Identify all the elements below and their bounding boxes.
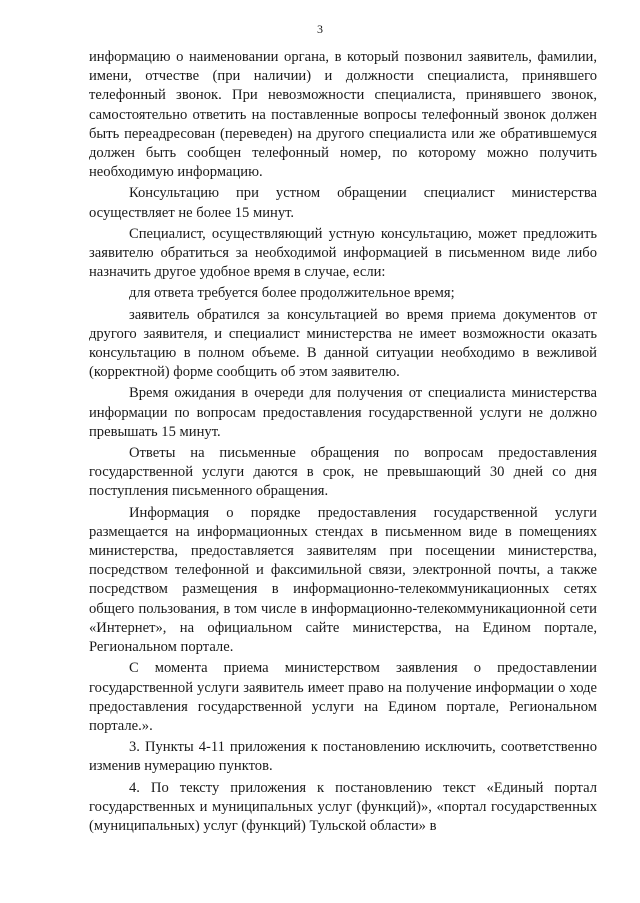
page-number: 3 [317,22,323,36]
paragraph-consultation-duration: Консультацию при устном обращении специалист министерства осуществляет не более 15 минут. [89,185,597,221]
paragraph-progress-information: С момента приема министерством заявления о предоставлении государственной услуги заявитель имеет право на получение информации о ходе предоставления государственной услуги на Едином портале, Региональном портале.». [89,660,597,734]
paragraph-specialist-offer: Специалист, осуществляющий устную консультацию, может предложить заявителю обратиться за необходимой информацией в письменном виде либо назначить другое удобное время в случае, если: [89,225,597,281]
paragraph-condition-time: для ответа требуется более продолжительное время; [129,285,455,302]
paragraph-information-placement: Информация о порядке предоставления государственной услуги размещается на информационных стендах в письменном виде в помещениях министерства, предоставляется заявителям при посещении министерства, посредством телефонной и факсимильной связи, электронной почты, а также посредством размещения в информационно-телекоммуникационных сетях общего пользования, в том числе в информационно-телекоммуникационной сети «Интернет», на официальном сайте министерства, на Едином портале, Региональном портале. [89,504,597,656]
paragraph-written-replies: Ответы на письменные обращения по вопросам предоставления государственной услуги даются в срок, не превышающий 30 дней со дня поступления письменного обращения. [89,445,597,500]
paragraph-item-4: 4. По тексту приложения к постановлению текст «Единый портал государственных и муниципальных услуг (функций)», «портал государственных (муниципальных) услуг (функций) Тульской области» в [89,779,597,834]
paragraph-condition-reception: заявитель обратился за консультацией во время приема документов от другого заявителя, и специалист министерства не имеет возможности оказать консультацию в полном объеме. В данной ситуации необходимо в вежливой (корректной) форме сообщить об этом заявителю. [89,306,597,381]
document-body [89,48,597,838]
paragraph-item-3: 3. Пункты 4-11 приложения к постановлению исключить, соответственно изменив нумерацию пунктов. [89,739,597,775]
paragraph-continuation: информацию о наименовании органа, в который позвонил заявитель, фамилии, имени, отчестве (при наличии) и должности специалиста, принявшего телефонный звонок. При невозможности специалиста, принявшего звонок, самостоятельно ответить на поставленные вопросы телефонный звонок должен быть переадресован (переведен) на другого специалиста или же обратившемуся должен быть сообщен телефонный номер, по которому можно получить необходимую информацию. [89,49,597,181]
paragraph-waiting-time: Время ожидания в очереди для получения от специалиста министерства информации по вопросам предоставления государственной услуги не должно превышать 15 минут. [89,385,597,440]
